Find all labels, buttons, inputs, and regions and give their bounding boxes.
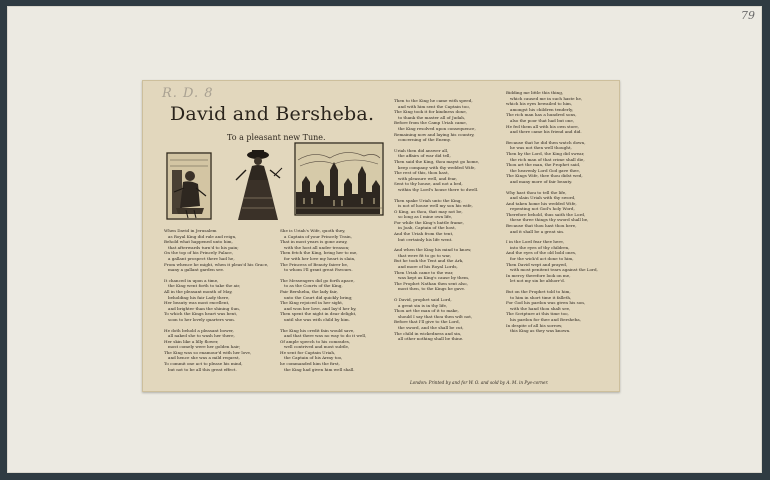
verse-line: the heavenly Lord God gave thee,: [510, 167, 581, 173]
verse-line: all naked she to wash her there,: [168, 333, 235, 339]
verse-line: into the eyes of thy children,: [510, 244, 570, 250]
verse-line: and that there was no way to do it well,: [284, 333, 367, 339]
verse-line: the sword, and the shall be cut,: [398, 324, 464, 330]
verse-line: he commanded him the first,: [280, 361, 340, 367]
verse-line: the Captain of his Army too,: [284, 355, 343, 361]
verse-line: When David in Jerusalem: [164, 228, 217, 233]
verse-line: Fair Bersheba, the lady fair,: [280, 288, 338, 294]
verse-line: The child in wickedness and sin,: [394, 330, 462, 336]
verse-line: which caused me in such haste he,: [510, 95, 583, 101]
text-column-4: [506, 90, 616, 378]
verse-line: The King was so enamour'd with her love,: [164, 349, 252, 355]
verse-line: For while the King's battle frame,: [394, 219, 464, 225]
verse-line: was kept as King's cause by them,: [398, 275, 470, 281]
verse-line: to as the Courts of the King,: [284, 283, 343, 289]
verse-line: And the Uriah from the tent,: [394, 231, 454, 237]
verse-line: The rich man has a hundred sons,: [506, 112, 577, 118]
verse-line: But on the Prophet told to him,: [506, 289, 571, 294]
verse-line: The Princess of Beauty fairer be,: [280, 261, 349, 267]
verse-line: concerning of the Enemy.: [398, 137, 451, 143]
verse-line: which his eyes bewailed to him,: [506, 101, 573, 107]
verse-line: All in the pleasant month of May,: [164, 288, 233, 294]
verse-line: Then Uriah came to the war,: [394, 269, 454, 275]
verse-line: most comely were her golden hair;: [168, 344, 241, 350]
verse-line: for the wick'd act done to him,: [510, 256, 574, 262]
text-column-3: [394, 98, 504, 378]
verse-line: I in the Lord fear thee here,: [506, 239, 565, 245]
verse-line: And when the King his mind to know,: [394, 247, 472, 253]
verse-line: with the hand thou shalt see,: [510, 305, 571, 311]
verse-line: the King resolved upon consequence,: [398, 125, 476, 131]
verse-line: within thy Lord's house there to dwell.: [398, 186, 479, 192]
verse-line: Because that thou hast thou here,: [506, 223, 577, 229]
verse-line: and with him sent the Captain too,: [398, 103, 471, 109]
verse-line: with most penitent tears against the Lord,: [510, 267, 598, 273]
verse-line: his pardon for thee and Bersheba,: [510, 316, 581, 322]
verse-line: Before from the Camp Uriah came,: [394, 120, 468, 126]
verse-line: to whom I'll grant great Favours.: [284, 267, 353, 273]
verse-line: with pleasure well, and fear,: [398, 175, 457, 181]
ballad-subtitle: To a pleasant new Tune.: [227, 133, 326, 142]
verse-line: that afterwards turn'd to his pain;: [168, 244, 239, 250]
verse-line: this King as they was known.: [510, 328, 571, 334]
verse-line: The rest of this, thou hast,: [394, 170, 449, 176]
verse-line: all other nothing shall be thine.: [398, 336, 464, 342]
verse-line: soon to her lovely quarters won.: [168, 316, 236, 322]
verse-line: And taken home his wedded Wife,: [506, 200, 577, 206]
verse-line: He sent for Captain Uriah,: [280, 349, 336, 355]
verse-line: should I say that thou then wilt not,: [398, 313, 473, 319]
verse-line: the rich man of that crime shall die,: [510, 156, 585, 162]
ballad-title: David and Bersheba.: [170, 103, 375, 125]
verse-line: The Prophet Nathan then sent also,: [394, 280, 468, 286]
verse-line: Bidding me little this thing,: [506, 90, 564, 95]
verse-line: well contrived and most subtle,: [284, 344, 350, 350]
verse-line: Why hast thou to tell the life,: [506, 189, 567, 195]
verse-line: Then David wept and prayed,: [506, 261, 568, 267]
woodcut-seated-figure: [166, 152, 212, 220]
verse-line: O King, as thou, that may not be,: [394, 208, 463, 214]
verse-line: Therefore behold, thus saith the Lord,: [506, 211, 586, 217]
verse-line: these three things thy sword shall be,: [510, 217, 589, 223]
verse-line: but not to be all this great effect.: [168, 366, 237, 372]
verse-line: It chanced in upon a time,: [164, 277, 219, 283]
verse-line: repenting not God's holy Word,: [510, 206, 575, 212]
verse-line: to him in short time it falleth,: [510, 294, 572, 300]
verse-line: that were fit to go to war,: [398, 252, 451, 258]
printer-imprint: London: Printed by and for W. O. and sold by A. M. in Pye-corner.: [410, 380, 549, 385]
verse-line: The Messengers did go forth apace,: [280, 277, 355, 283]
verse-line: The King took it for kindness done,: [394, 109, 467, 115]
verse-line: Before that I'll give to the Lord,: [394, 319, 460, 325]
verse-line: also the poor that had but one,: [510, 117, 575, 123]
verse-line: Of ample speech to his comrades,: [280, 338, 351, 344]
verse-line: Then said the King, thou mayst go home,: [394, 158, 480, 164]
verse-line: The Scripture at this time too,: [506, 311, 569, 317]
verse-line: as Royal King did rule and reign,: [168, 233, 237, 239]
verse-line: Then to the King he came with speed,: [394, 98, 473, 103]
verse-line: Sent to thy house, and not a bed,: [394, 181, 463, 187]
verse-line: In despite of all his sorrow,: [506, 322, 563, 328]
verse-line: for with her love my heart is slain,: [284, 255, 356, 261]
verse-line: To commit one act to please his mind,: [164, 361, 243, 367]
verse-line: That in most years is gone away,: [280, 239, 348, 245]
verse-line: Then spake Uriah unto the King,: [394, 197, 462, 203]
verse-line: a Captain of your Princely Train,: [284, 233, 352, 239]
verse-line: Thou art the man, the Prophet said,: [506, 162, 581, 168]
verse-line: Then by the Lord, the King did swear,: [506, 150, 585, 156]
text-column-2: [280, 228, 392, 380]
pencil-annotation: R. D. 8: [162, 86, 214, 101]
verse-line: the King had given him well shall.: [284, 366, 355, 372]
verse-line: The Kings Wife, thee thou didst wed,: [506, 173, 583, 179]
verse-line: beholding his fair Lady there,: [168, 294, 230, 300]
verse-line: Thou art the man of it to make,: [394, 308, 459, 314]
verse-line: Her skin like a lilly flower,: [164, 338, 219, 344]
verse-line: with the host all under treason;: [284, 244, 350, 250]
verse-line: Behold what happened unto him,: [164, 239, 233, 245]
verse-line: and it shall be a great sin.: [510, 228, 565, 234]
verse-line: Uriah then did answer all,: [394, 147, 449, 153]
verse-line: And the eyes of the old bold ones,: [506, 250, 577, 256]
verse-line: is not of house well my son his wife,: [398, 203, 473, 209]
verse-line: From whence he might, when it pleas'd his Grace,: [164, 261, 269, 267]
verse-line: and won her love, and lay'd her by,: [284, 305, 357, 311]
verse-line: To which the Kings heart was bent,: [164, 311, 238, 317]
verse-line: let not my sin be abhorr'd.: [510, 278, 566, 284]
verse-line: keep company with thy wedded Wife,: [398, 164, 476, 170]
verse-line: Because that he did then watch down,: [506, 139, 586, 145]
verse-line: But he took the Tent and the Ark,: [394, 258, 464, 264]
verse-line: a gallant prospect there had he,: [168, 255, 235, 261]
verse-line: Remaining now and laying his country,: [394, 131, 475, 137]
verse-line: many a gallant garden see.: [168, 267, 225, 273]
verse-line: and more of his Royal Lords,: [398, 264, 458, 270]
broadside-sheet: [142, 80, 620, 392]
verse-line: and there came his friend and did.: [510, 129, 582, 135]
verse-line: The King rejoiced in her sight,: [280, 300, 344, 306]
verse-line: O David, prophet said Lord,: [394, 297, 452, 302]
verse-line: and many more of fair beauty.: [510, 178, 573, 184]
woodcut-city-view: [294, 142, 384, 216]
verse-line: he was not then well thought,: [510, 145, 572, 151]
verse-line: He doth behold a pleasant bower,: [164, 327, 234, 333]
verse-line: most then, to the Kings he gave.: [398, 286, 466, 292]
verse-line: He fed them all with his own store,: [506, 123, 579, 129]
verse-line: a great sin is in thy life,: [398, 302, 448, 308]
verse-line: the affairs of war did tell,: [398, 153, 451, 159]
verse-line: the King went forth to take the air,: [168, 283, 241, 289]
page-number: 79: [741, 9, 755, 22]
verse-line: unto the Court did quickly bring;: [284, 294, 353, 300]
verse-line: Then spent the night in dear delight,: [280, 311, 357, 317]
woodcut-woman-figure: [230, 148, 284, 222]
verse-line: In mercy therefore look on me,: [506, 272, 571, 278]
verse-line: The King his credit fain would save,: [280, 327, 355, 333]
verse-line: On the top of his Princely Palace,: [164, 250, 234, 256]
verse-line: until she was with child by him.: [284, 316, 350, 322]
verse-line: and brighter than the shining Sun,: [168, 305, 241, 311]
verse-line: in Joab, Captain of the host,: [398, 225, 456, 231]
verse-line: so long as I mine own life,: [398, 214, 453, 220]
text-column-1: [164, 228, 276, 380]
verse-line: but certainly his life went.: [398, 236, 453, 242]
verse-line: She is Uriah's Wife, quoth they,: [280, 228, 346, 233]
verse-line: Then fetch the King, bring her to me,: [280, 250, 358, 256]
verse-line: and hence she was a mild request,: [168, 355, 240, 361]
verse-line: For God his pardon was given his son,: [506, 300, 586, 306]
verse-line: amongst his children tenderly,: [510, 106, 574, 112]
verse-line: to thank the master all of Judah,: [398, 114, 466, 120]
verse-line: Her beauty was most excellent,: [164, 300, 230, 306]
verse-line: and slain Uriah with thy sword,: [510, 195, 576, 201]
